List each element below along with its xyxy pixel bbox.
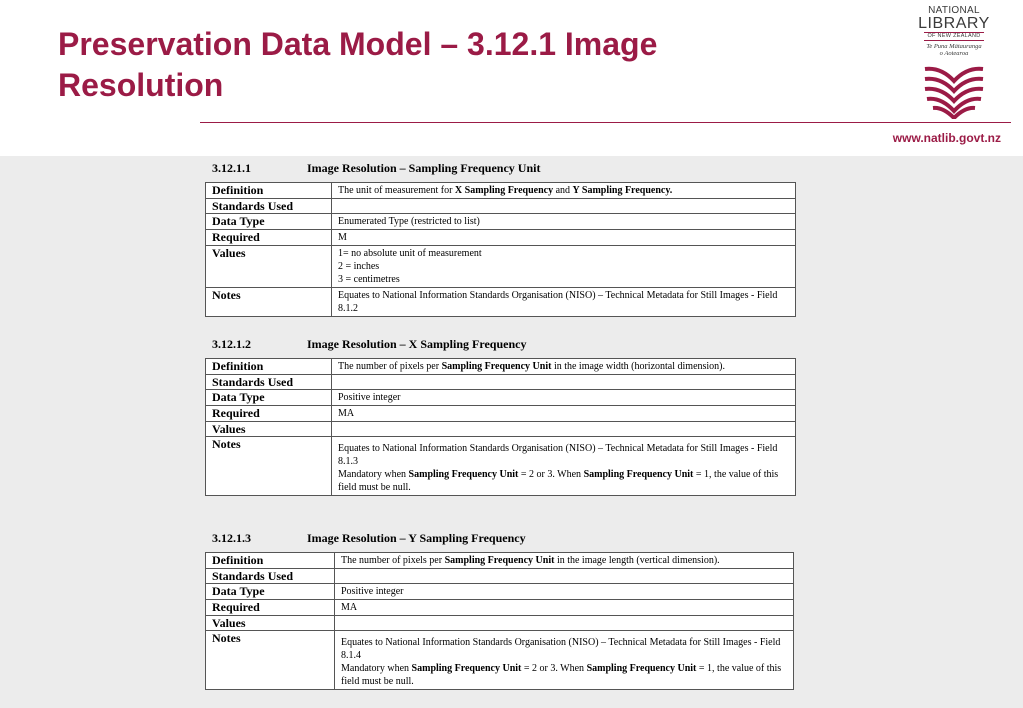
row-label: Data Type [206, 584, 335, 600]
table-row [206, 230, 796, 246]
required-value: M [332, 230, 796, 246]
book-pages-icon [921, 63, 987, 119]
values-value [335, 616, 794, 631]
row-label: Data Type [206, 390, 332, 406]
section-title: Image Resolution – Sampling Frequency Unit [307, 161, 541, 175]
row-label: Values [206, 616, 335, 631]
spec-table [205, 182, 796, 317]
section-heading [212, 337, 526, 352]
definition-value: The number of pixels per Sampling Frequency Unit in the image length (vertical dimension). [335, 553, 794, 569]
definition-value: The number of pixels per Sampling Frequency Unit in the image width (horizontal dimension). [332, 359, 796, 375]
page-title: Preservation Data Model – 3.12.1 Image Resolution [58, 26, 658, 103]
table-row [206, 406, 796, 422]
row-label: Required [206, 600, 335, 616]
row-label: Standards Used [206, 199, 332, 214]
row-label: Standards Used [206, 569, 335, 584]
row-label: Required [206, 230, 332, 246]
spec-table [205, 358, 796, 496]
value-item: 2 = inches [338, 261, 380, 272]
section-heading [212, 161, 540, 176]
row-label: Definition [206, 553, 335, 569]
standards-value [332, 199, 796, 214]
section-title: Image Resolution – X Sampling Frequency [307, 337, 527, 351]
table-row [206, 584, 794, 600]
notes-mandatory: Mandatory when Sampling Frequency Unit = 2 or 3. When Sampling Frequency Unit = 1, the value of this field must be null. [341, 663, 782, 687]
row-label: Values [206, 422, 332, 437]
required-value: MA [335, 600, 794, 616]
row-label: Required [206, 406, 332, 422]
section-heading [212, 531, 526, 546]
standards-value [332, 375, 796, 390]
row-label: Notes [206, 631, 335, 690]
table-row [206, 246, 796, 288]
datatype-value: Enumerated Type (restricted to list) [332, 214, 796, 230]
section-title: Image Resolution – Y Sampling Frequency [307, 531, 526, 545]
notes-value [332, 437, 796, 496]
table-row [206, 631, 794, 690]
value-item: 1= no absolute unit of measurement [338, 248, 482, 259]
table-row [206, 359, 796, 375]
row-label: Values [206, 246, 332, 288]
table-row [206, 375, 796, 390]
notes-text: Equates to National Information Standards Organisation (NISO) – Technical Metadata for Still Images - Field 8.1.4 [341, 637, 781, 661]
notes-value [335, 631, 794, 690]
notes-mandatory: Mandatory when Sampling Frequency Unit = 2 or 3. When Sampling Frequency Unit = 1, the value of this field must be null. [338, 469, 779, 493]
standards-value [335, 569, 794, 584]
table-row [206, 553, 794, 569]
table-row [206, 569, 794, 584]
row-label: Data Type [206, 214, 332, 230]
table-row [206, 600, 794, 616]
table-row [206, 288, 796, 317]
datatype-value: Positive integer [332, 390, 796, 406]
notes-text: Equates to National Information Standards Organisation (NISO) – Technical Metadata for Still Images - Field 8.1.3 [338, 443, 778, 467]
definition-value: The unit of measurement for X Sampling Frequency and Y Sampling Frequency. [332, 183, 796, 199]
values-list [332, 246, 796, 288]
logo-line-aotearoa: o Aotearoa [939, 50, 969, 57]
table-row [206, 616, 794, 631]
required-value: MA [332, 406, 796, 422]
row-label: Notes [206, 288, 332, 317]
section-number: 3.12.1.2 [212, 337, 251, 351]
section-number: 3.12.1.1 [212, 161, 251, 175]
logo-line-te-puna: Te Puna Mātauranga [926, 43, 982, 50]
datatype-value: Positive integer [335, 584, 794, 600]
row-label: Definition [206, 183, 332, 199]
table-row [206, 422, 796, 437]
table-row [206, 199, 796, 214]
values-value [332, 422, 796, 437]
notes-value: Equates to National Information Standards Organisation (NISO) – Technical Metadata for Still Images - Field 8.1.2 [332, 288, 796, 317]
table-row [206, 183, 796, 199]
national-library-logo [918, 6, 990, 119]
table-row [206, 390, 796, 406]
spec-table [205, 552, 794, 690]
logo-line-of-new-zealand: OF NEW ZEALAND [924, 32, 984, 41]
table-row [206, 437, 796, 496]
section-number: 3.12.1.3 [212, 531, 251, 545]
row-label: Definition [206, 359, 332, 375]
logo-line-national: NATIONAL [928, 5, 980, 16]
row-label: Standards Used [206, 375, 332, 390]
header-divider [200, 122, 1011, 123]
row-label: Notes [206, 437, 332, 496]
website-url[interactable]: www.natlib.govt.nz [892, 131, 1001, 145]
table-row [206, 214, 796, 230]
value-item: 3 = centimetres [338, 274, 400, 285]
logo-line-library: LIBRARY [918, 15, 990, 32]
